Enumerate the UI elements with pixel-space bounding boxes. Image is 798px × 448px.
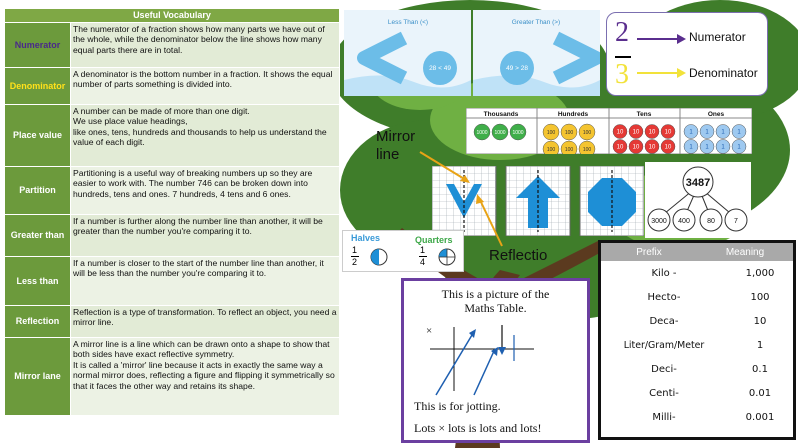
quarter-denominator: 4 [420, 257, 426, 267]
ones-counter-label: 1 [705, 144, 709, 151]
meaning-cell: 0.01 [748, 387, 772, 399]
prefix-cell: Hecto- [647, 291, 681, 303]
thousands-counter-label: 1000 [512, 130, 524, 136]
partition-part-thousands: 3000 [651, 218, 667, 225]
prefix-cell: Deci- [651, 363, 677, 375]
less-than-example: 28 < 49 [429, 65, 451, 72]
meaning-cell: 0.1 [752, 363, 768, 375]
mirror-line-label: Mirror line [376, 128, 416, 163]
tens-counter-label: 10 [616, 129, 624, 136]
hundreds-counter-label: 100 [546, 147, 556, 153]
partition-part-tens: 80 [707, 218, 715, 225]
definition-place-value: A number can be made of more than one digit. We use place value headings, like ones, tens, hundreds and thousands to help us understand the value of each digit. [71, 105, 340, 167]
pv-heading-hundreds: Hundreds [557, 111, 589, 118]
tens-counter-label: 10 [632, 144, 640, 151]
meaning-header: Meaning [725, 246, 765, 258]
vocabulary-table [4, 8, 340, 416]
maths-table-caption: This is a picture of the Maths Table. [441, 287, 550, 315]
greater-than-example: 49 > 28 [506, 65, 528, 72]
reflection-grid-2 [506, 166, 570, 236]
thousands-counter-label: 1000 [494, 130, 506, 136]
prefix-row [601, 285, 793, 309]
meaning-cell: 10 [753, 315, 767, 327]
prefix-row [601, 405, 793, 429]
tens-counter-label: 10 [648, 144, 656, 151]
term-reflection: Reflection [5, 306, 71, 338]
ones-counter-label: 1 [705, 129, 709, 136]
hundreds-counter-label: 100 [582, 130, 592, 136]
ones-counter-label: 1 [737, 144, 741, 151]
term-partition: Partition [5, 167, 71, 215]
term-numerator: Numerator [5, 23, 71, 68]
meaning-cell: 1,000 [745, 267, 775, 279]
prefix-cell: Centi- [649, 387, 679, 399]
prefix-cell: Kilo - [651, 267, 677, 279]
half-circle-icon [369, 247, 389, 267]
prefix-row [601, 261, 793, 285]
maths-table-box [401, 278, 590, 443]
definition-mirror-lane: A mirror line is a line which can be drawn onto a shape to show that both sides have exact reflective symmetry. It is called a 'mirror' line because it acts in exactly the same way a normal mirror does, reflecting a figure and flipping it symmetrically so that it faces the other way and retains its shape. [71, 338, 340, 416]
prefix-cell: Milli- [652, 411, 676, 423]
greater-than-label: Greater Than (>) [511, 19, 561, 26]
ones-counter-label: 1 [689, 129, 693, 136]
multiply-mark: × [426, 325, 433, 337]
vocabulary-title: Useful Vocabulary [5, 9, 340, 23]
halves-label: Halves [351, 233, 381, 243]
numerator-arrow [637, 33, 687, 45]
reflection-grid-3 [580, 166, 644, 236]
fraction-numerator: 2 [615, 17, 629, 48]
tens-counter-label: 10 [664, 129, 672, 136]
reflection-label: Reflectio [489, 247, 548, 264]
pv-heading-ones: Ones [707, 111, 725, 118]
half-numerator: 1 [352, 245, 358, 255]
prefix-table-header [601, 243, 793, 261]
hundreds-counter-label: 100 [564, 130, 574, 136]
tens-counter-label: 10 [664, 144, 672, 151]
hundreds-counter-label: 100 [546, 130, 556, 136]
partition-part-hundreds: 400 [678, 218, 690, 225]
hundreds-counter-label: 100 [582, 147, 592, 153]
meaning-cell: 0.001 [745, 411, 775, 423]
pv-heading-thousands: Thousands [483, 111, 519, 118]
prefix-header: Prefix [636, 246, 662, 258]
fraction-denominator: 3 [615, 59, 629, 90]
tens-counter-label: 10 [632, 129, 640, 136]
jotting-text: This is for jotting. [414, 399, 501, 413]
definition-numerator: The numerator of a fraction shows how many parts we have out of the whole, while the denominator below the line shows how many equal parts there are in total. [71, 23, 340, 68]
quarter-circle-icon [437, 247, 457, 267]
term-place-value: Place value [5, 105, 71, 167]
mirror-line-arrow [418, 150, 478, 190]
definition-denominator: A denominator is the bottom number in a fraction. It shows the equal number of parts something is divided into. [71, 68, 340, 105]
definition-less-than: If a number is closer to the start of the number line than another, it will be less than the number you're comparing it to. [71, 257, 340, 306]
metric-prefix-table [598, 240, 796, 440]
tens-counter-label: 10 [648, 129, 656, 136]
denominator-arrow [637, 67, 687, 79]
definition-reflection: Reflection is a type of transformation. To reflect an object, you need a mirror line. [71, 306, 340, 338]
term-less-than: Less than [5, 257, 71, 306]
reflection-arrow [472, 190, 512, 250]
definition-partition: Partitioning is a useful way of breaking numbers up so they are easier to work with. The number 746 can be broken down into hundreds, tens and ones. 7 hundreds, 4 tens and 6 ones. [71, 167, 340, 215]
term-denominator: Denominator [5, 68, 71, 105]
prefix-cell: Liter/Gram/Meter [623, 339, 705, 351]
quarter-numerator: 1 [420, 245, 426, 255]
ones-counter-label: 1 [721, 129, 725, 136]
place-value-chart [466, 108, 752, 154]
partition-diagram [645, 162, 751, 238]
partition-part-ones: 7 [734, 218, 738, 225]
half-denominator: 2 [352, 257, 358, 267]
term-mirror-lane: Mirror lane [5, 338, 71, 416]
prefix-row [601, 309, 793, 333]
term-greater-than: Greater than [5, 215, 71, 257]
definition-greater-than: If a number is further along the number line than another, it will be greater than the number you're comparing it to. [71, 215, 340, 257]
ones-counter-label: 1 [689, 144, 693, 151]
ones-counter-label: 1 [721, 144, 725, 151]
comparison-panel [344, 10, 600, 96]
quarters-label: Quarters [415, 235, 453, 245]
thousands-counter-label: 1000 [476, 130, 488, 136]
prefix-row [601, 333, 793, 357]
meaning-cell: 1 [756, 339, 764, 351]
tens-counter-label: 10 [616, 144, 624, 151]
fraction-bar [615, 56, 631, 58]
jotting-sketch [414, 321, 584, 399]
prefix-cell: Deca- [649, 315, 679, 327]
hundreds-counter-label: 100 [564, 147, 574, 153]
denominator-label: Denominator [689, 66, 758, 80]
halves-quarters-card [342, 230, 464, 272]
fraction-panel [606, 12, 768, 96]
less-than-label: Less Than (<) [387, 19, 429, 26]
numerator-label: Numerator [689, 30, 746, 44]
meaning-cell: 100 [750, 291, 770, 303]
prefix-row [601, 381, 793, 405]
pv-heading-tens: Tens [636, 111, 652, 118]
lots-text: Lots × lots is lots and lots! [414, 421, 542, 435]
ones-counter-label: 1 [737, 129, 741, 136]
prefix-row [601, 357, 793, 381]
partition-whole: 3487 [685, 177, 711, 189]
